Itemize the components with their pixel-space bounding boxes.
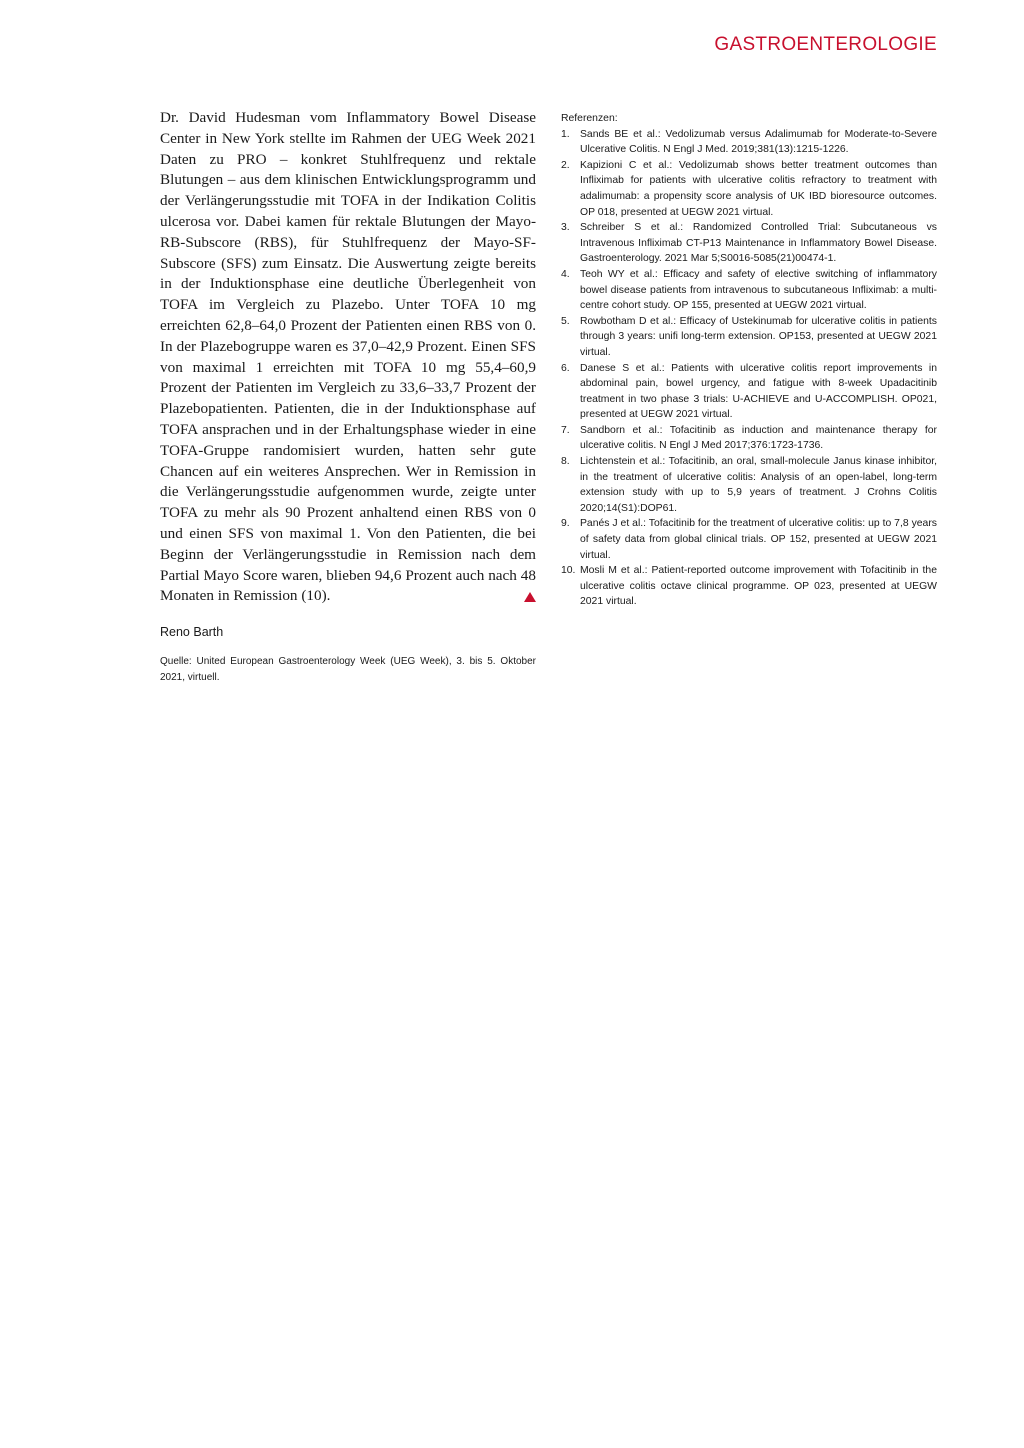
reference-number: 10.: [561, 565, 576, 577]
reference-item: [561, 314, 937, 361]
reference-text: Schreiber S et al.: Randomized Controlled Trial: Subcutaneous vs Intravenous Infliximab CT-P13 Maintenance in Inflammatory Bowel Disease. Gastroenterology. 2021 Mar 5;S0016-5085(21)00474-1.: [580, 222, 937, 265]
reference-text: Kapizioni C et al.: Vedolizumab shows better treatment outcomes than Infliximab for patients with ulcerative colitis refractory to treatment with adalimumab: a propensity score analysis of UK IBD bioresource outcomes. OP 018, presented at UEGW 2021 virtual.: [580, 159, 937, 218]
reference-number: 5.: [561, 315, 570, 327]
reference-text: Rowbotham D et al.: Efficacy of Ustekinumab for ulcerative colitis in patients through 3 years: unifi long-term extension. OP153, presented at UEGW 2021 virtual.: [580, 315, 937, 358]
reference-item: [561, 267, 937, 314]
reference-number: 2.: [561, 159, 570, 171]
reference-text: Sandborn et al.: Tofacitinib as induction and maintenance therapy for ulcerative colitis. N Engl J Med 2017;376:1723-1736.: [580, 424, 937, 452]
reference-number: 8.: [561, 456, 570, 468]
section-header: GASTROENTEROLOGIE: [714, 34, 937, 55]
reference-number: 1.: [561, 128, 570, 140]
reference-text: Mosli M et al.: Patient-reported outcome improvement with Tofacitinib in the ulcerative colitis octave clinical programme. OP 023, presented at UEGW 2021 virtual.: [580, 565, 937, 608]
reference-number: 7.: [561, 424, 570, 436]
references-column: [561, 111, 937, 610]
article-body: [160, 108, 536, 607]
reference-item: [561, 158, 937, 220]
reference-item: [561, 516, 937, 563]
reference-text: Danese S et al.: Patients with ulcerative colitis report improvements in abdominal pain, bowel urgency, and fatigue with 8-week Upadacitinib treatment in two phase 3 trials: U-ACHIEVE and U-ACCOMPLISH. OP021, presented at UEGW 2021 virtual.: [580, 362, 937, 421]
article-source: Quelle: United European Gastroenterology Week (UEG Week), 3. bis 5. Oktober 2021, virtuell.: [160, 656, 536, 684]
reference-item: [561, 563, 937, 610]
reference-item: [561, 423, 937, 454]
reference-number: 4.: [561, 268, 570, 280]
references-list: [561, 127, 937, 610]
reference-number: 6.: [561, 362, 570, 374]
article-body-text: Dr. David Hudesman vom Inflammatory Bowel Disease Center in New York stellte im Rahmen der UEG Week 2021 Daten zu PRO – konkret Stuhlfrequenz und rektale Blutungen – aus dem klinischen Entwicklungsprogramm und der Verlängerungsstudie mit TOFA in der Indikation Colitis ulcerosa vor. Dabei kamen für rektale Blutungen der Mayo-RB-Subscore (RBS), für Stuhlfrequenz der Mayo-SF-Subscore (SFS) zum Einsatz. Die Auswertung zeigte bereits in der Induktionsphase eine deutliche Überlegenheit von TOFA im Vergleich zu Plazebo. Unter TOFA 10 mg erreichten 62,8–64,0 Prozent der Patienten einen RBS von 0. In der Plazebogruppe waren es 37,0–42,9 Prozent. Einen SFS von maximal 1 erreichten mit TOFA 10 mg 55,4–60,9 Prozent der Patienten im Vergleich zu 33,6–33,7 Prozent der Plazebopatienten. Patienten, die in der Induktionsphase auf TOFA ansprachen und in der Erhaltungsphase wieder in eine TOFA-Gruppe randomisiert wurden, hatten sehr gute Chancen auf ein weiteres Ansprechen. Wer in Remission in die Verlängerungsstudie aufgenommen wurde, zeigte unter TOFA zu mehr als 90 Prozent anhaltend einen RBS von 0 und einen SFS von maximal 1. Von den Patienten, die bei Beginn der Verlängerungsstudie in Remission nach dem Partial Mayo Score waren, blieben 94,6 Prozent auch nach 48 Monaten in Remission (10).: [160, 109, 536, 605]
reference-number: 3.: [561, 222, 570, 234]
reference-text: Lichtenstein et al.: Tofacitinib, an oral, small-molecule Janus kinase inhibitor, in the treatment of ulcerative colitis: Analysis of an open-label, long-term extension study with up to 5,9 years of treatment. J Crohns Colitis 2020;14(S1):DOP61.: [580, 456, 937, 514]
reference-item: [561, 454, 937, 516]
reference-item: [561, 361, 937, 423]
article-author: Reno Barth: [160, 625, 224, 640]
article-column: [160, 108, 536, 686]
reference-text: Sands BE et al.: Vedolizumab versus Adalimumab for Moderate-to-Severe Ulcerative Colitis. N Engl J Med. 2019;381(13):1215-1226.: [580, 128, 937, 156]
end-of-article-triangle-icon: [524, 592, 536, 602]
reference-text: Panés J et al.: Tofacitinib for the treatment of ulcerative colitis: up to 7,8 years of safety data from global clinical trials. OP 152, presented at UEGW 2021 virtual.: [580, 518, 937, 561]
references-heading: Referenzen:: [561, 113, 618, 124]
reference-number: 9.: [561, 518, 570, 530]
reference-text: Teoh WY et al.: Efficacy and safety of elective switching of inflammatory bowel disease patients from intravenous to subcutaneous Infliximab: a multi-centre cohort study. OP 155, presented at UEGW 2021 virtual.: [580, 268, 937, 312]
reference-item: [561, 127, 937, 158]
reference-item: [561, 220, 937, 267]
